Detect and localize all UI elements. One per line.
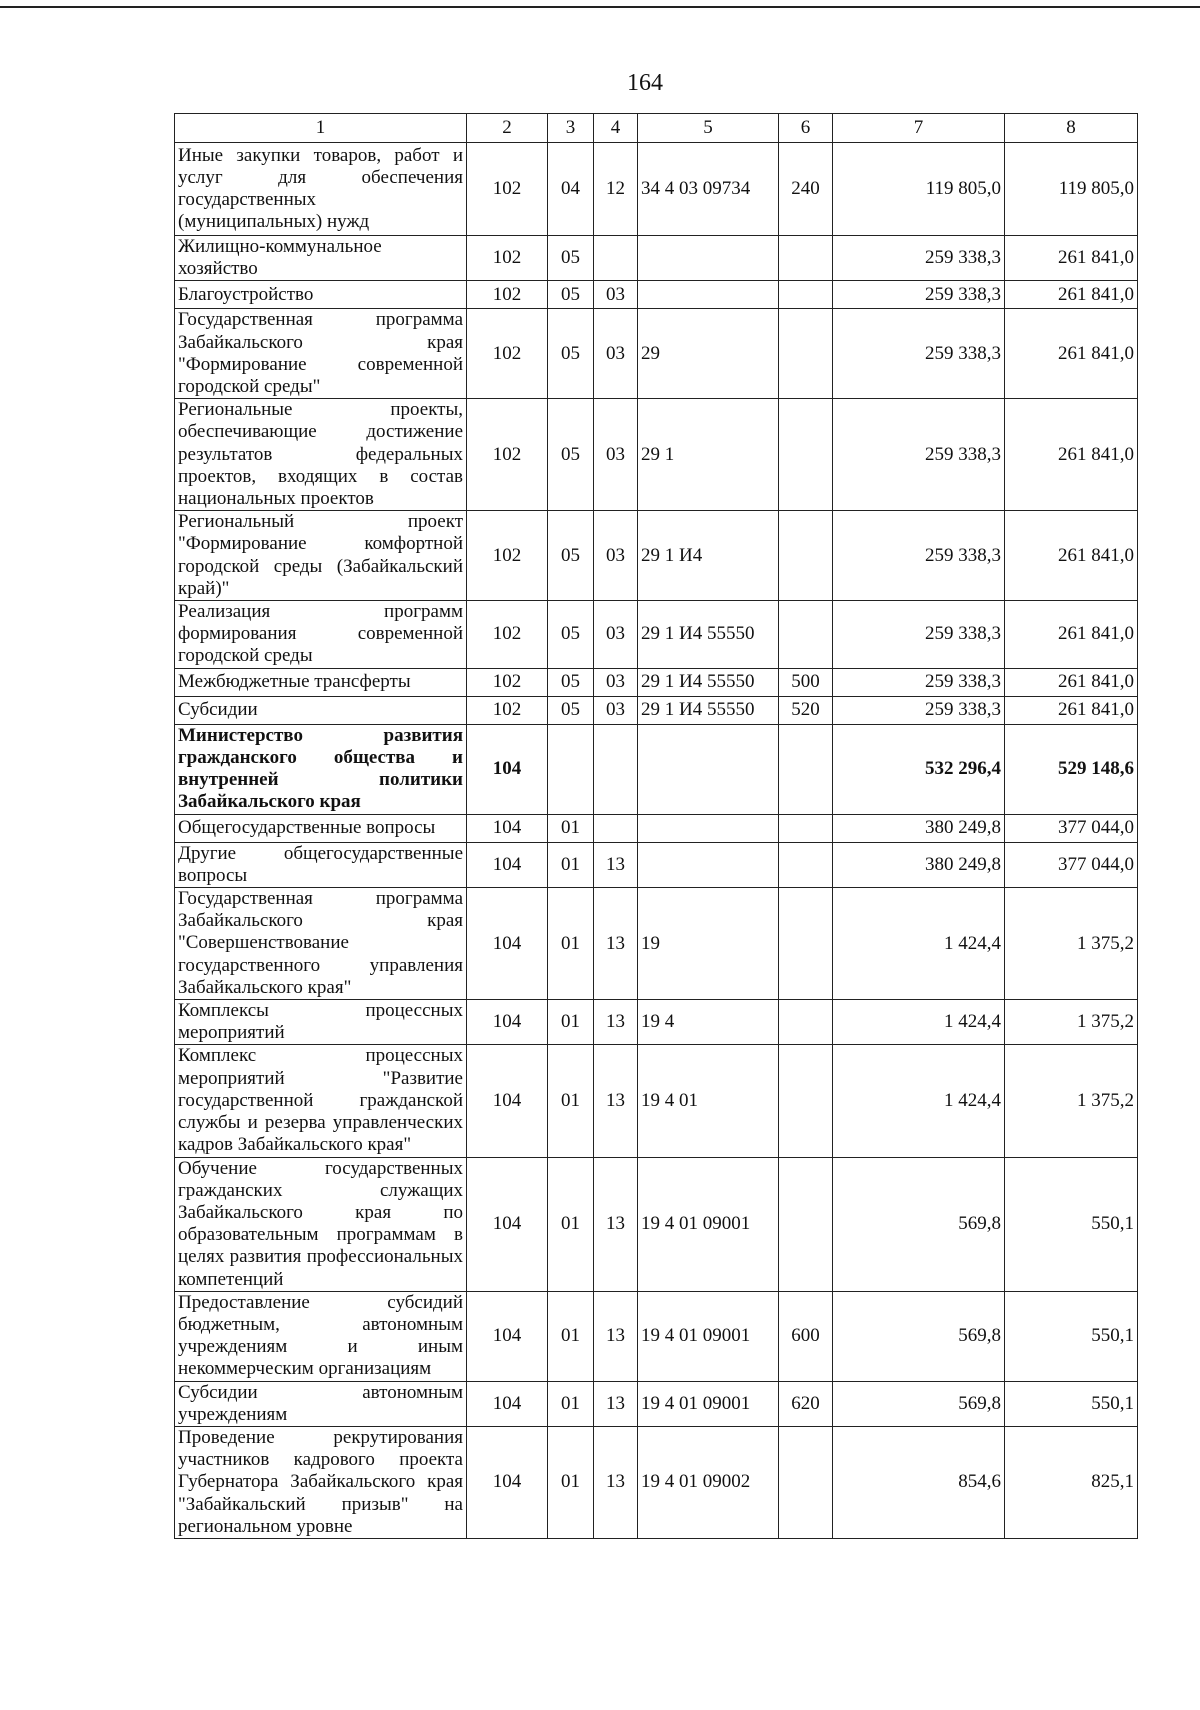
cell-target-article: 19 4 01 09001	[638, 1381, 779, 1426]
cell-target-article: 29 1 И4 55550	[638, 696, 779, 724]
table-row	[175, 1000, 1138, 1045]
cell-subsection: 03	[594, 511, 638, 601]
cell-expense-type: 500	[779, 668, 833, 696]
cell-section: 05	[548, 236, 594, 281]
cell-amount-col7: 259 338,3	[833, 511, 1005, 601]
cell-subsection: 13	[594, 1157, 638, 1291]
cell-expense-type	[779, 842, 833, 887]
cell-amount-col8: 261 841,0	[1005, 236, 1138, 281]
cell-name: Министерство развития гражданского общества и внутренней политики Забайкальского края	[175, 724, 467, 814]
cell-amount-col8: 1 375,2	[1005, 1000, 1138, 1045]
cell-expense-type	[779, 1426, 833, 1538]
cell-section: 01	[548, 1291, 594, 1381]
cell-name: Государственная программа Забайкальского края "Формирование современной городской среды"	[175, 309, 467, 399]
column-header: 8	[1005, 114, 1138, 143]
cell-admin-code: 102	[467, 143, 548, 236]
cell-expense-type	[779, 601, 833, 669]
cell-amount-col7: 119 805,0	[833, 143, 1005, 236]
cell-amount-col7: 569,8	[833, 1381, 1005, 1426]
cell-amount-col8: 550,1	[1005, 1291, 1138, 1381]
cell-subsection: 13	[594, 1381, 638, 1426]
cell-target-article: 29 1	[638, 399, 779, 511]
cell-amount-col7: 259 338,3	[833, 399, 1005, 511]
cell-name: Субсидии	[175, 696, 467, 724]
cell-subsection: 13	[594, 888, 638, 1000]
cell-subsection	[594, 814, 638, 842]
cell-expense-type	[779, 1045, 833, 1157]
cell-subsection: 13	[594, 1045, 638, 1157]
cell-section: 01	[548, 1045, 594, 1157]
cell-subsection: 13	[594, 1000, 638, 1045]
cell-amount-col8: 825,1	[1005, 1426, 1138, 1538]
cell-expense-type	[779, 814, 833, 842]
cell-amount-col7: 259 338,3	[833, 601, 1005, 669]
cell-name: Субсидии автономным учреждениям	[175, 1381, 467, 1426]
cell-amount-col7: 1 424,4	[833, 888, 1005, 1000]
cell-section: 01	[548, 1381, 594, 1426]
cell-target-article: 29 1 И4 55550	[638, 601, 779, 669]
cell-amount-col8: 261 841,0	[1005, 601, 1138, 669]
cell-subsection	[594, 236, 638, 281]
cell-name: Реализация программ формирования современной городской среды	[175, 601, 467, 669]
table-row	[175, 309, 1138, 399]
column-header: 1	[175, 114, 467, 143]
cell-admin-code: 104	[467, 842, 548, 887]
cell-amount-col7: 259 338,3	[833, 236, 1005, 281]
table-row	[175, 1426, 1138, 1538]
table-row	[175, 724, 1138, 814]
cell-target-article: 19 4	[638, 1000, 779, 1045]
cell-expense-type	[779, 511, 833, 601]
cell-expense-type: 620	[779, 1381, 833, 1426]
cell-target-article: 29	[638, 309, 779, 399]
cell-name: Региональный проект "Формирование комфортной городской среды (Забайкальский край)"	[175, 511, 467, 601]
cell-admin-code: 102	[467, 309, 548, 399]
cell-name: Региональные проекты, обеспечивающие достижение результатов федеральных проектов, входящих в состав национальных проектов	[175, 399, 467, 511]
cell-amount-col8: 261 841,0	[1005, 309, 1138, 399]
cell-expense-type	[779, 236, 833, 281]
cell-target-article: 34 4 03 09734	[638, 143, 779, 236]
table-body	[175, 143, 1138, 1539]
cell-subsection: 13	[594, 842, 638, 887]
cell-admin-code: 104	[467, 814, 548, 842]
page-number: 164	[627, 70, 663, 96]
cell-subsection: 03	[594, 696, 638, 724]
cell-amount-col8: 261 841,0	[1005, 281, 1138, 309]
cell-name: Иные закупки товаров, работ и услуг для обеспечения государственных (муниципальных) нужд	[175, 143, 467, 236]
cell-name: Предоставление субсидий бюджетным, автономным учреждениям и иным некоммерческим организациям	[175, 1291, 467, 1381]
cell-amount-col8: 1 375,2	[1005, 1045, 1138, 1157]
table-row	[175, 696, 1138, 724]
cell-target-article: 19	[638, 888, 779, 1000]
column-header: 7	[833, 114, 1005, 143]
cell-amount-col8: 261 841,0	[1005, 511, 1138, 601]
cell-subsection: 03	[594, 668, 638, 696]
column-header: 3	[548, 114, 594, 143]
cell-subsection: 03	[594, 281, 638, 309]
cell-amount-col8: 377 044,0	[1005, 842, 1138, 887]
cell-name: Благоустройство	[175, 281, 467, 309]
cell-subsection	[594, 724, 638, 814]
cell-amount-col8: 261 841,0	[1005, 696, 1138, 724]
cell-admin-code: 102	[467, 696, 548, 724]
cell-admin-code: 104	[467, 1045, 548, 1157]
cell-admin-code: 104	[467, 1157, 548, 1291]
cell-subsection: 13	[594, 1291, 638, 1381]
cell-section: 05	[548, 601, 594, 669]
cell-amount-col7: 1 424,4	[833, 1045, 1005, 1157]
cell-name: Комплекс процессных мероприятий "Развитие государственной гражданской службы и резерва управленческих кадров Забайкальского края"	[175, 1045, 467, 1157]
cell-section: 05	[548, 281, 594, 309]
cell-target-article: 19 4 01	[638, 1045, 779, 1157]
cell-target-article: 29 1 И4 55550	[638, 668, 779, 696]
table-row	[175, 1157, 1138, 1291]
cell-section: 05	[548, 696, 594, 724]
cell-name: Другие общегосударственные вопросы	[175, 842, 467, 887]
cell-amount-col7: 259 338,3	[833, 281, 1005, 309]
cell-amount-col7: 569,8	[833, 1291, 1005, 1381]
cell-amount-col7: 380 249,8	[833, 814, 1005, 842]
cell-section: 05	[548, 399, 594, 511]
cell-section: 01	[548, 1426, 594, 1538]
cell-admin-code: 102	[467, 668, 548, 696]
cell-section: 01	[548, 814, 594, 842]
cell-expense-type: 240	[779, 143, 833, 236]
table-row	[175, 842, 1138, 887]
cell-expense-type	[779, 281, 833, 309]
cell-expense-type	[779, 1157, 833, 1291]
table-row	[175, 814, 1138, 842]
cell-expense-type	[779, 309, 833, 399]
cell-section	[548, 724, 594, 814]
cell-target-article	[638, 842, 779, 887]
cell-amount-col7: 532 296,4	[833, 724, 1005, 814]
column-header: 6	[779, 114, 833, 143]
table-row	[175, 236, 1138, 281]
table-row	[175, 399, 1138, 511]
cell-section: 01	[548, 842, 594, 887]
cell-admin-code: 102	[467, 281, 548, 309]
cell-subsection: 13	[594, 1426, 638, 1538]
cell-name: Обучение государственных гражданских служащих Забайкальского края по образовательным программам в целях развития профессиональных компетенций	[175, 1157, 467, 1291]
cell-amount-col7: 259 338,3	[833, 668, 1005, 696]
table-row	[175, 601, 1138, 669]
cell-section: 04	[548, 143, 594, 236]
cell-expense-type	[779, 724, 833, 814]
cell-admin-code: 104	[467, 1000, 548, 1045]
cell-amount-col8: 550,1	[1005, 1157, 1138, 1291]
cell-target-article	[638, 724, 779, 814]
cell-admin-code: 104	[467, 1426, 548, 1538]
cell-admin-code: 102	[467, 511, 548, 601]
cell-section: 05	[548, 511, 594, 601]
cell-subsection: 12	[594, 143, 638, 236]
cell-name: Комплексы процессных мероприятий	[175, 1000, 467, 1045]
cell-target-article	[638, 281, 779, 309]
cell-name: Жилищно-коммунальное хозяйство	[175, 236, 467, 281]
column-header: 2	[467, 114, 548, 143]
cell-admin-code: 104	[467, 1381, 548, 1426]
table-row	[175, 511, 1138, 601]
cell-section: 05	[548, 668, 594, 696]
cell-expense-type: 520	[779, 696, 833, 724]
cell-admin-code: 102	[467, 601, 548, 669]
cell-target-article	[638, 236, 779, 281]
cell-admin-code: 104	[467, 888, 548, 1000]
cell-expense-type	[779, 1000, 833, 1045]
cell-target-article: 29 1 И4	[638, 511, 779, 601]
top-border-line	[0, 6, 1200, 8]
cell-admin-code: 104	[467, 1291, 548, 1381]
cell-subsection: 03	[594, 309, 638, 399]
cell-target-article: 19 4 01 09001	[638, 1157, 779, 1291]
cell-amount-col7: 380 249,8	[833, 842, 1005, 887]
cell-target-article: 19 4 01 09002	[638, 1426, 779, 1538]
cell-section: 01	[548, 888, 594, 1000]
cell-amount-col8: 1 375,2	[1005, 888, 1138, 1000]
cell-expense-type	[779, 399, 833, 511]
cell-target-article: 19 4 01 09001	[638, 1291, 779, 1381]
cell-amount-col8: 119 805,0	[1005, 143, 1138, 236]
cell-target-article	[638, 814, 779, 842]
cell-name: Проведение рекрутирования участников кадрового проекта Губернатора Забайкальского края "Забайкальский призыв" на региональном уровне	[175, 1426, 467, 1538]
budget-table	[174, 113, 1138, 1539]
cell-amount-col7: 569,8	[833, 1157, 1005, 1291]
cell-name: Общегосударственные вопросы	[175, 814, 467, 842]
cell-amount-col7: 259 338,3	[833, 309, 1005, 399]
cell-amount-col8: 550,1	[1005, 1381, 1138, 1426]
cell-name: Государственная программа Забайкальского края "Совершенствование государственного управления Забайкальского края"	[175, 888, 467, 1000]
table-row	[175, 281, 1138, 309]
table-header-row	[175, 114, 1138, 143]
cell-amount-col8: 261 841,0	[1005, 399, 1138, 511]
cell-admin-code: 102	[467, 236, 548, 281]
table-row	[175, 1381, 1138, 1426]
column-header: 4	[594, 114, 638, 143]
cell-section: 01	[548, 1157, 594, 1291]
cell-amount-col7: 854,6	[833, 1426, 1005, 1538]
cell-expense-type	[779, 888, 833, 1000]
cell-amount-col8: 529 148,6	[1005, 724, 1138, 814]
cell-section: 05	[548, 309, 594, 399]
cell-section: 01	[548, 1000, 594, 1045]
cell-subsection: 03	[594, 399, 638, 511]
cell-amount-col7: 1 424,4	[833, 1000, 1005, 1045]
table-row	[175, 668, 1138, 696]
cell-admin-code: 102	[467, 399, 548, 511]
table-row	[175, 1291, 1138, 1381]
column-header: 5	[638, 114, 779, 143]
cell-subsection: 03	[594, 601, 638, 669]
cell-amount-col8: 377 044,0	[1005, 814, 1138, 842]
cell-amount-col8: 261 841,0	[1005, 668, 1138, 696]
cell-expense-type: 600	[779, 1291, 833, 1381]
cell-name: Межбюджетные трансферты	[175, 668, 467, 696]
cell-amount-col7: 259 338,3	[833, 696, 1005, 724]
table-row	[175, 888, 1138, 1000]
table-row	[175, 143, 1138, 236]
cell-admin-code: 104	[467, 724, 548, 814]
table-row	[175, 1045, 1138, 1157]
